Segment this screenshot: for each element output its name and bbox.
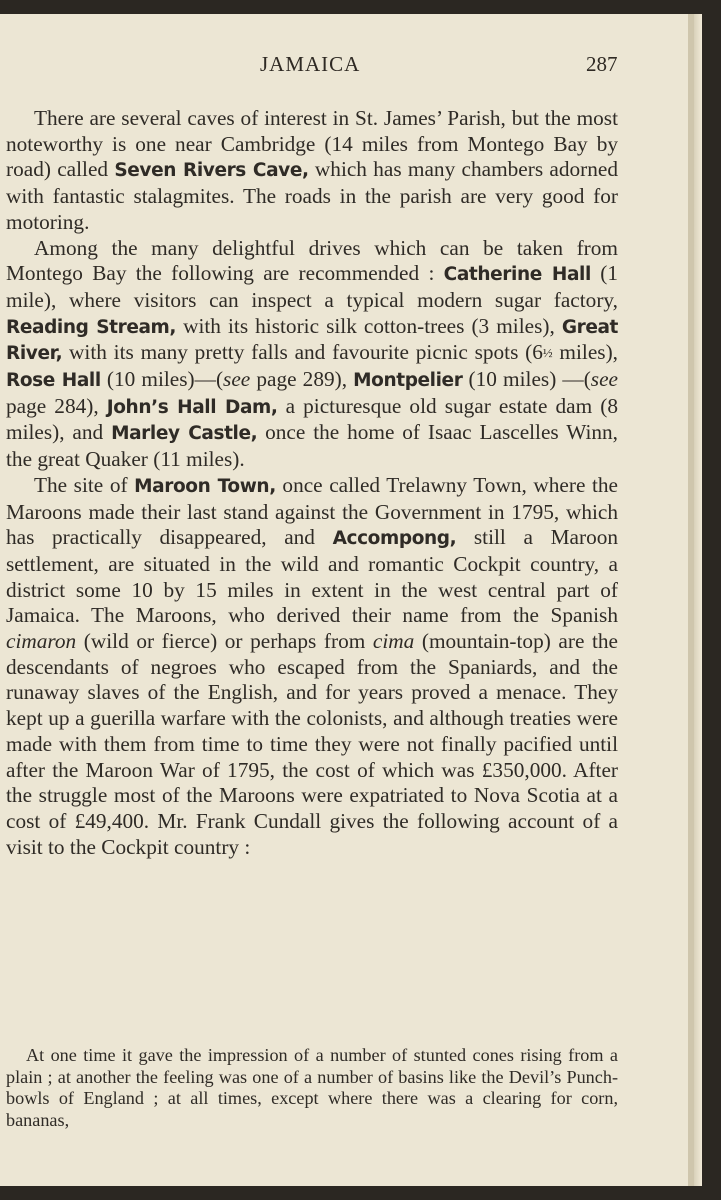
- block-quote: At one time it gave the impression of a number of stunted cones rising from a plain ; at another the feeling was one of a number of basins like the Devil’s Punch-bowls of England ; at all times, except where there was a clearing for corn, bananas,: [6, 1045, 618, 1130]
- place-name: Marley Castle,: [111, 423, 258, 445]
- text-run: once the home of Isaac Lascelles Winn, the great Quaker (11 miles).: [6, 420, 618, 472]
- italic-word: cima: [372, 629, 415, 654]
- text-run: Among the many delightful drives which can be taken from Montego Bay the following are recommended :: [6, 235, 618, 286]
- place-name: Maroon Town,: [134, 475, 276, 497]
- text-run: (10 miles) —(: [462, 367, 591, 392]
- text-run: There are several caves of interest in St. James’ Parish, but the most noteworthy is one near Cambridge (14 miles from Montego Bay by road) called: [6, 106, 618, 182]
- place-name: Montpelier: [353, 370, 463, 392]
- fraction: ½: [542, 345, 553, 361]
- place-name: Rose Hall: [6, 370, 101, 392]
- text-run: page 284),: [6, 393, 107, 418]
- text-run: (mountain-top) are the descendants of negroes who escaped from the Spaniards, and the runaway slaves of the English, and for years proved a menace. They kept up a guerilla warfare with the colonists, and although treaties were made with them from time to time they were not finally pacified until after the Maroon War of 1795, the cost of which was £350,000. After the struggle most of the Maroons were expatriated to Nova Scotia at a cost of £49,400. Mr. Frank Cundall gives the following account of a visit to the Cockpit country :: [6, 629, 618, 859]
- text-run: miles),: [552, 340, 618, 365]
- page-number: 287: [586, 52, 618, 76]
- text-run: which has many chambers adorned with fantastic stalagmites. The roads in the parish are very good for motoring.: [6, 157, 618, 234]
- place-name: Reading Stream,: [6, 316, 177, 338]
- place-name: Seven Rivers Cave,: [114, 160, 309, 182]
- italic-word: see: [590, 367, 618, 392]
- place-name: John’s Hall Dam,: [106, 396, 278, 418]
- italic-word: see: [223, 367, 251, 392]
- text-run: a picturesque old sugar estate dam (8 miles), and: [6, 393, 618, 445]
- text-run: (1 mile), where visitors can inspect a typical modern sugar factory,: [6, 261, 618, 312]
- text-run: (wild or fierce) or perhaps from: [76, 629, 373, 654]
- italic-word: cimaron: [6, 629, 77, 654]
- text-run: still a Maroon settlement, are situated in the wild and romantic Cockpit country, a district some 10 by 15 miles in extent in the west central part of Jamaica. The Maroons, who derived their name from the Spanish: [6, 525, 619, 628]
- paragraph-caves: [6, 106, 618, 236]
- running-title: JAMAICA: [260, 52, 361, 76]
- text-run: The site of: [34, 472, 135, 497]
- page-edge: [694, 14, 702, 1186]
- paragraph-drives: [6, 236, 618, 473]
- text-run: with its many pretty falls and favourite picnic spots (6: [62, 340, 543, 365]
- body-text: [6, 106, 618, 860]
- text-run: (10 miles)—(: [100, 367, 224, 392]
- text-run: with its historic silk cotton-trees (3 miles),: [176, 313, 562, 338]
- paragraph-maroons: [6, 473, 618, 861]
- place-name: Accompong,: [332, 528, 457, 550]
- place-name: Great River,: [6, 316, 618, 365]
- page-header: [0, 52, 694, 88]
- text-run: once called Trelawny Town, where the Maroons made their last stand against the Government in 1795, which has practically disappeared, and: [6, 472, 618, 550]
- text-run: page 289),: [250, 367, 354, 392]
- place-name: Catherine Hall: [443, 264, 591, 286]
